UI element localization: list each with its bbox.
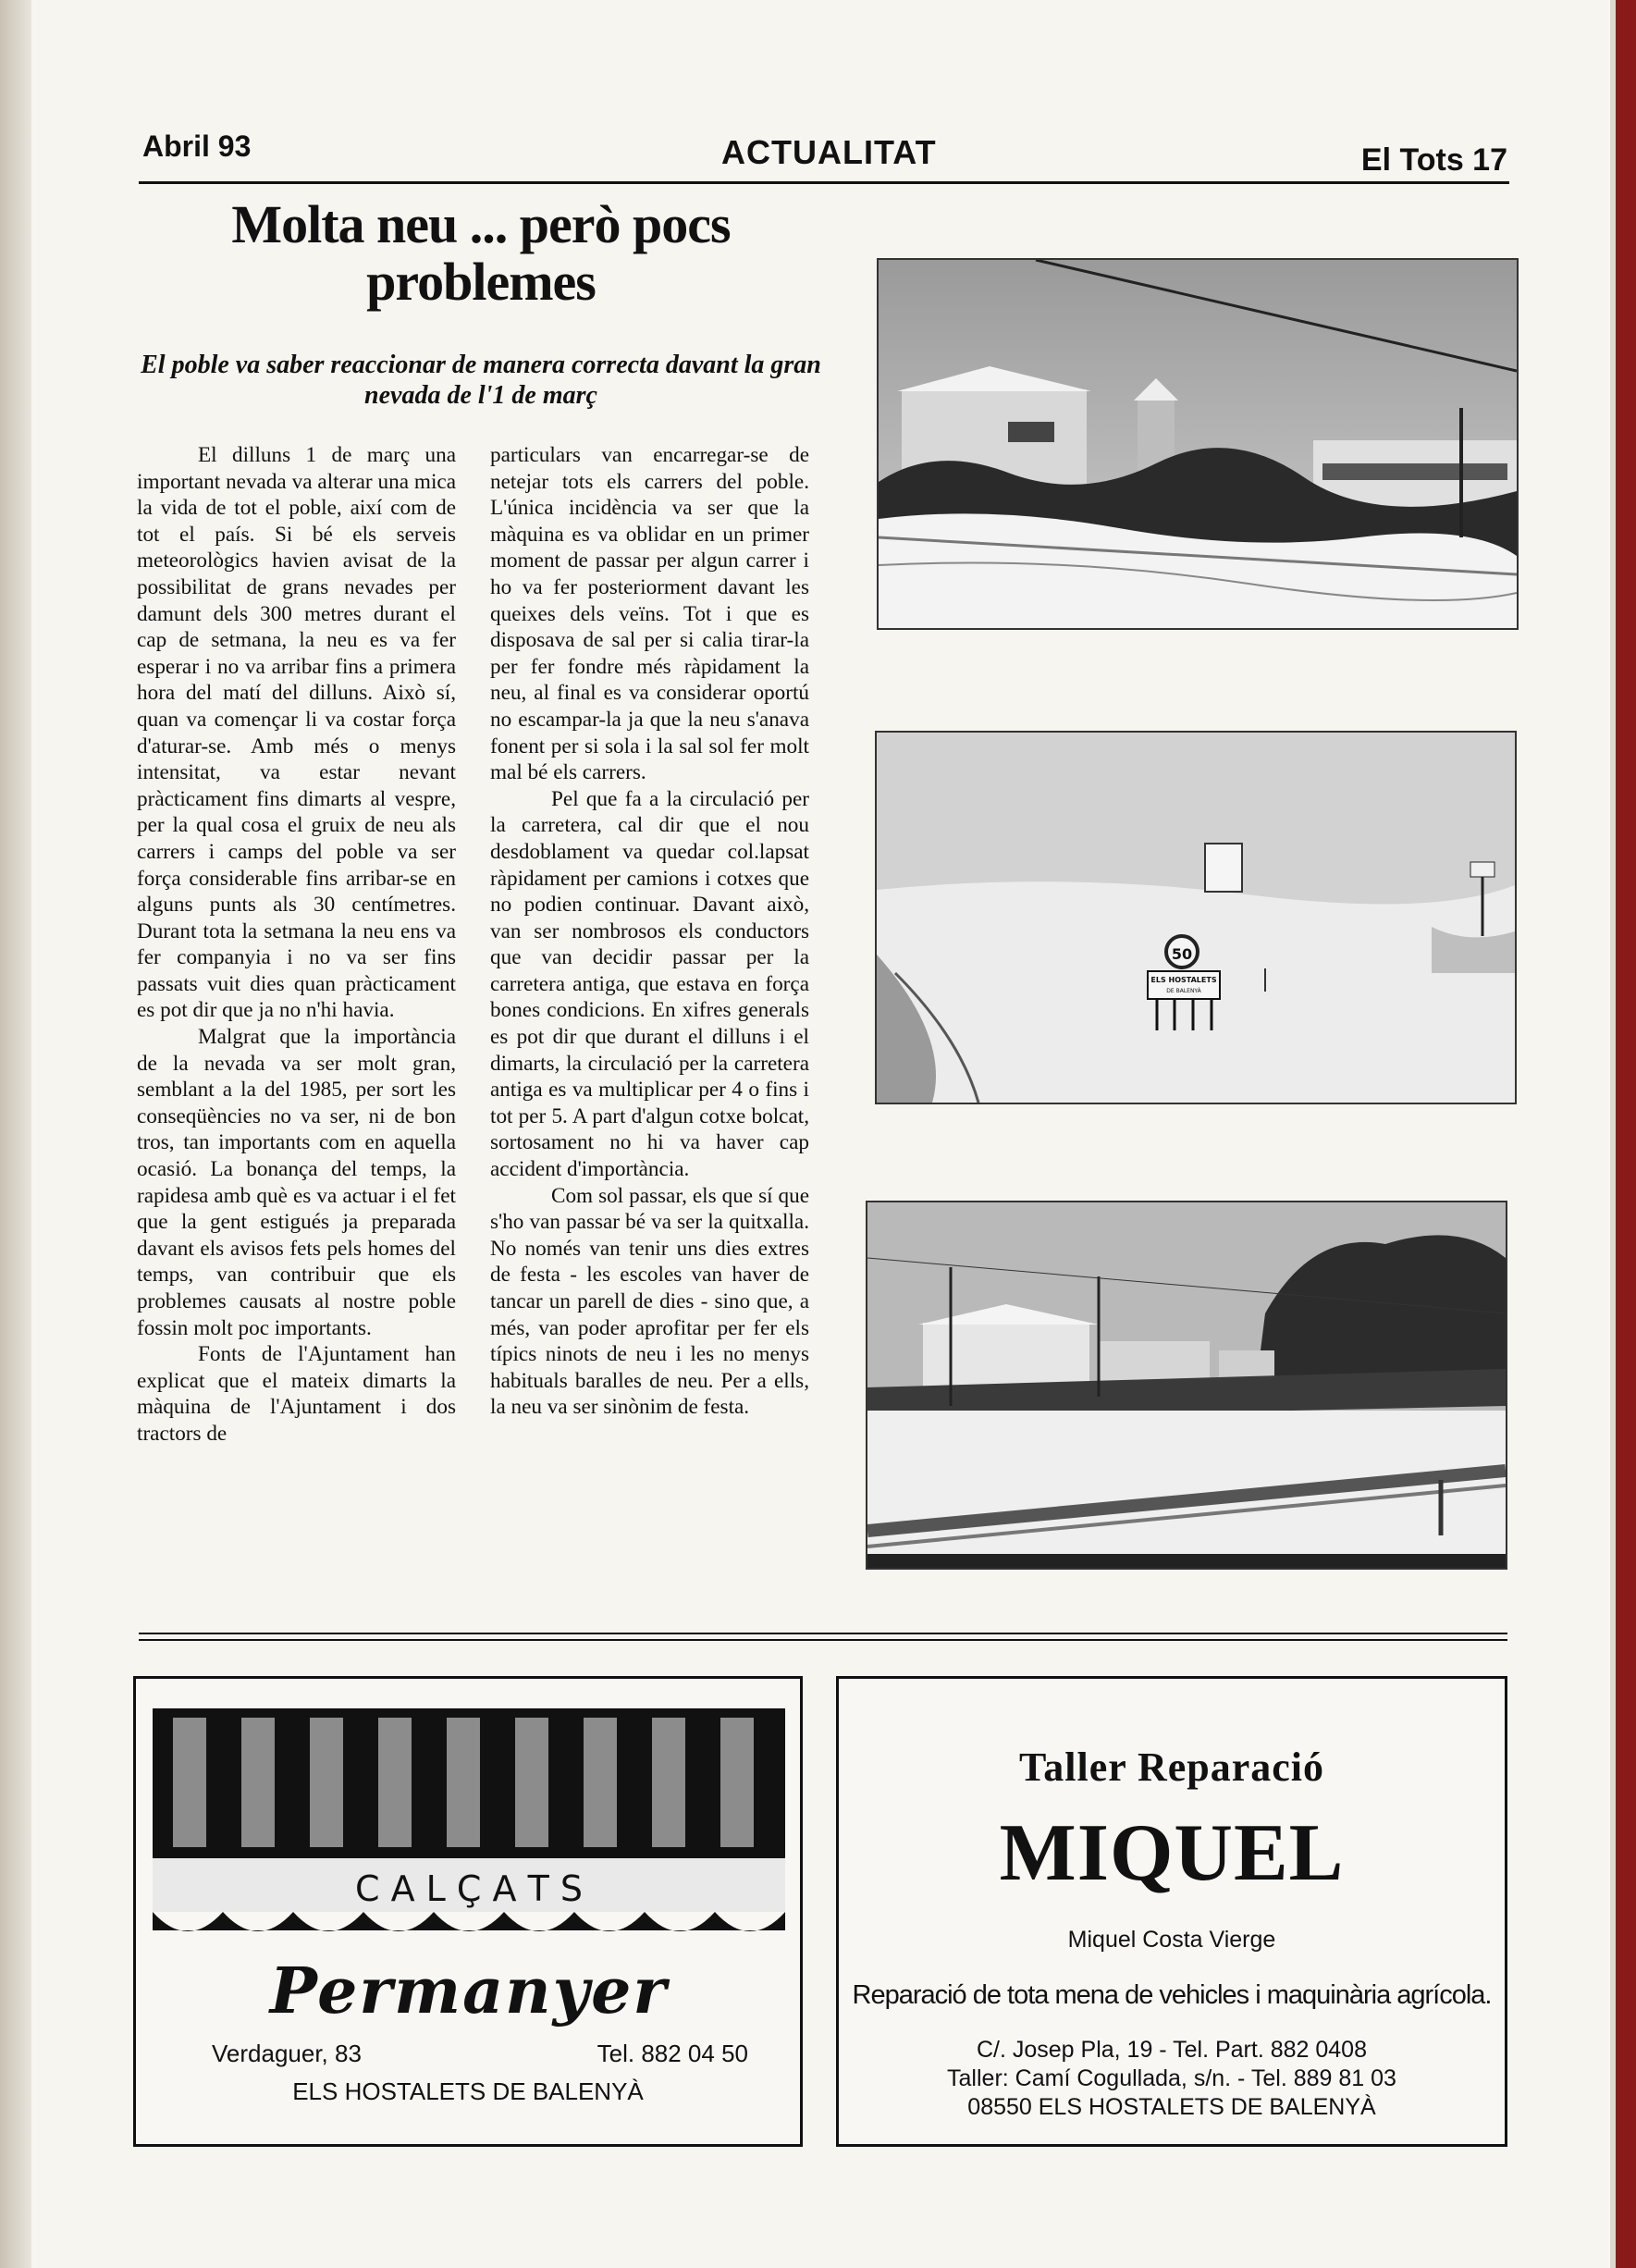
town-sign: ELS HOSTALETS — [1150, 976, 1217, 984]
snowy-village-photo — [877, 258, 1519, 630]
publication-page-number: El Tots 17 — [1360, 142, 1507, 178]
repair-shop-name: MIQUEL — [999, 1808, 1345, 1898]
article-paragraph: Pel que fa a la circulació per la carretera, cal dir que el nou desdoblament va quedar col.lapsat ràpidament per camions i cotxes que no podien continuar. Davant això, van ser nombrosos els conductors que van decidir passar per la carretera antiga, que estava en força bones condicions. En xifres generals es pot dir que durant el dilluns i el dimarts, la circulació per la carretera antiga es va multiplicar per 4 o fins i tot per 5. A part d'algun cotxe bolcat, sortosament no hi va haver cap accident d'importància. — [490, 786, 809, 1182]
shoe-store-phone: Tel. 882 04 50 — [597, 2040, 748, 2067]
speed-limit-sign: 50 — [1171, 945, 1193, 963]
snow-road-sign-photo — [875, 731, 1517, 1104]
awning-graphic — [153, 1708, 785, 1958]
shoe-store-ad — [133, 1676, 803, 2147]
awning-text: C A L Ç A T S — [354, 1868, 584, 1909]
shoe-store-address: Verdaguer, 83 — [212, 2040, 362, 2067]
article-paragraph: Com sol passar, els que sí que s'ho van passar bé va ser la quitxalla. No només van tenir uns dies extres de festa - les escoles van haver de tancar un parell de dies - sino que, a més, van poder aprofitar per fer els típics ninots de neu i les no menys habituals baralles de neu. Per a ells, la neu va ser sinònim de festa. — [490, 1183, 809, 1420]
article-paragraph: Malgrat que la importància de la nevada va ser molt gran, semblant a la del 1985, per sort les conseqüències no va ser, ni de bon tros, tan importants com en aquella ocasió. La bonança del temps, la rapidesa amb què es va actuar i el fet que la gent estigués ja preparada davant els avisos fets pels homes del temps, van contribuir que els problemes causats al nostre poble fossin molt poc importants. — [137, 1025, 456, 1340]
article-title: Molta neu ... però pocs problemes — [231, 194, 731, 312]
issue-date: Abril 93 — [142, 129, 252, 163]
repair-shop-description: Reparació de tota mena de vehicles i maquinària agrícola. — [852, 1980, 1492, 2010]
shoe-store-town: ELS HOSTALETS DE BALENYÀ — [292, 2077, 644, 2105]
article-paragraph: El dilluns 1 de març una important nevada va alterar una mica la vida de tot el poble, així com de tot el país. Si bé els serveis meteorològics havien avisat de la possibilitat de grans nevades per damunt dels 300 metres durant el cap de setmana, la neu es va fer esperar i no va arribar fins a primera hora del matí del dilluns. Això sí, quan va començar li va costar força d'aturar-se. Amb més o menys intensitat, va estar nevant pràcticament fins dimarts al vespre, per la qual cosa el gruix de neu als carrers i camps del poble va ser força considerable fins arribar-se en alguns punts als 30 centímetres. Durant tota la setmana la neu ens va fer companyia i no va ser fins passats vuit dies quan pràcticament es pot dir que ja no n'hi havia. — [137, 443, 456, 1023]
article-column-2 — [490, 442, 809, 1421]
repair-shop-owner: Miquel Costa Vierge — [1067, 1927, 1276, 1953]
article-subtitle: El poble va saber reaccionar de manera correcta davant la gran nevada de l'1 de març — [141, 351, 821, 410]
section-rule — [139, 1633, 1507, 1634]
page-header — [139, 128, 1507, 183]
repair-shop-ad — [836, 1676, 1507, 2147]
town-sign-sub: DE BALENYÀ — [1166, 988, 1201, 994]
repair-shop-heading: Taller Reparació — [1018, 1744, 1325, 1790]
header-rule — [139, 181, 1509, 184]
page-binding-edge — [0, 0, 31, 2268]
repair-shop-address-line: C/. Josep Pla, 19 - Tel. Part. 882 0408 — [976, 2037, 1367, 2063]
cover-edge — [1616, 0, 1636, 2268]
section-name: ACTUALITAT — [721, 133, 937, 171]
snowy-road-guardrail-photo — [866, 1201, 1507, 1570]
article-column-1 — [137, 442, 456, 1448]
repair-shop-address-line: Taller: Camí Cogullada, s/n. - Tel. 889 81 03 — [947, 2065, 1396, 2091]
repair-shop-address-line: 08550 ELS HOSTALETS DE BALENYÀ — [967, 2094, 1376, 2120]
repair-shop-contact — [839, 2036, 1505, 2122]
section-rule — [139, 1639, 1507, 1641]
article-paragraph: particulars van encarregar-se de netejar tots els carrers del poble. L'única incidència va ser que la màquina es va oblidar en un primer moment de passar per algun carrer i ho va fer posteriorment davant les queixes dels veïns. Tot i que es disposava de sal per si calia tirar-la per fer fondre més ràpidament la neu, al final es va considerar oportú no escampar-la ja que la neu s'anava fonent per si sola i la sal sol fer molt mal bé els carrers. — [490, 443, 809, 785]
article-paragraph: Fonts de l'Ajuntament han explicat que el mateix dimarts la màquina de l'Ajuntament i dos tractors de — [137, 1342, 456, 1446]
shoe-brand-logo: Permanyer — [269, 1954, 669, 2028]
